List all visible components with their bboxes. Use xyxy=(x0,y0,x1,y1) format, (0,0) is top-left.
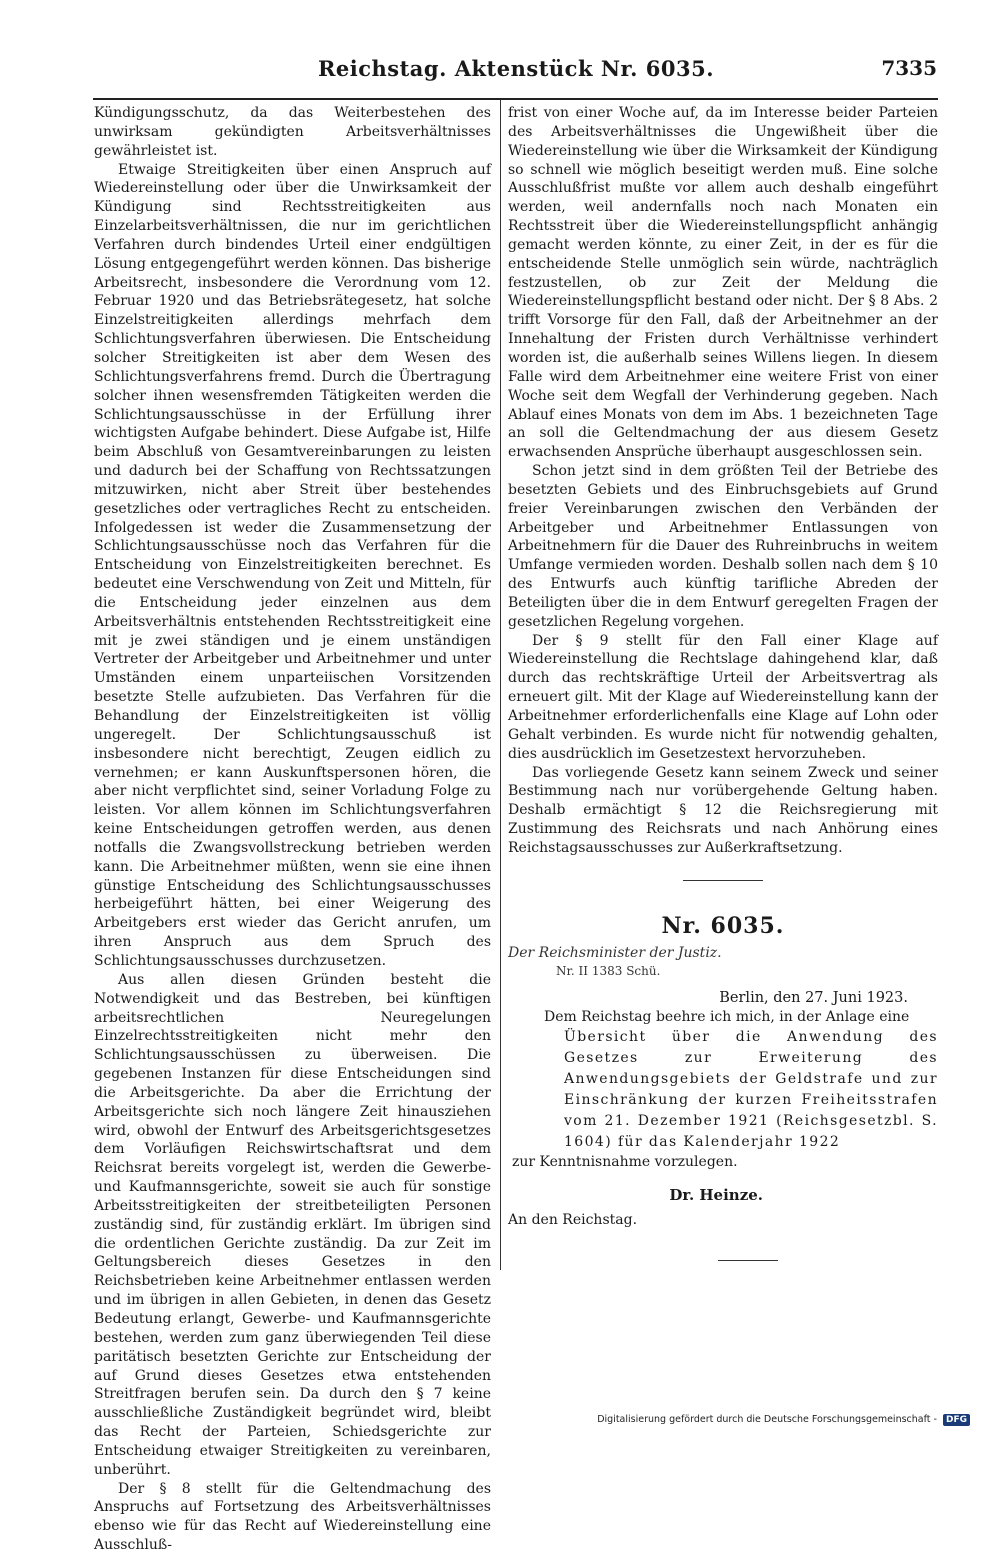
left-column xyxy=(94,104,491,1555)
page-title: Reichstag. Aktenstück Nr. 6035. xyxy=(317,56,715,81)
document-sender: Der Reichsminister der Justiz. xyxy=(508,944,722,961)
paragraph: Das vorliegende Gesetz kann seinem Zweck und seiner Bestimmung nach nur vorübergehende Geltung haben. Deshalb ermächtigt § 12 die Reichsregierung mit Zustimmung des Reichsrats und nach Anhörung eines Reichstagsausschusses zur Außerkraftsetzung. xyxy=(508,764,938,856)
document-reference: Nr. II 1383 Schü. xyxy=(556,964,661,979)
right-column xyxy=(508,104,938,1261)
dfg-logo-icon: DFG xyxy=(943,1414,970,1426)
column-divider xyxy=(500,100,501,1270)
place-date: Berlin, den 27. Juni 1923. xyxy=(719,990,908,1007)
paragraph: Etwaige Streitigkeiten über einen Anspruch auf Wiedereinstellung oder über die Unwirksamkeit der Kündigung sind Rechtsstreitigkeiten aus Einzelarbeitsverhältnissen, die nur im gerichtlichen Verfahren durch bindendes Urteil einer endgültigen Lösung entgegengeführt werden können. Das bisherige Arbeitsrecht, insbesondere die Verordnung vom 12. Februar 1920 und das Betriebsrätegesetz, hat solche Einzelstreitigkeiten allerdings mehrfach dem Schlichtungsverfahren überwiesen. Die Entscheidung solcher Streitigkeiten ist aber dem Wesen des Schlichtungsverfahrens fremd. Durch die Übertragung solcher ihnen wesensfremden Tätigkeiten werden die Schlichtungsausschüsse in der Erfüllung ihrer wichtigsten Aufgabe behindert. Diese Aufgabe ist, Hilfe beim Abschluß von Gesamtvereinbarungen zu leisten und dadurch bei der Schaffung von Rechtssatzungen mitzuwirken, nicht aber Streit über bestehendes gesetzliches oder vertragliches Recht zu entscheiden. Infolgedessen ist weder die Zusammensetzung der Schlichtungsausschüsse noch das Verfahren für die Entscheidung von Einzelstreitigkeiten berechnet. Es bedeutet eine Verschwendung von Zeit und Mitteln, für die Entscheidung jeder einzelnen aus dem Arbeitsverhältnis entstehenden Rechtsstreitigkeit eine mit je zwei ständigen und je einem unständigen Vertreter der Arbeitgeber und Arbeitnehmer und unter Umständen einem unparteiischen Vorsitzenden besetzte Stelle aufzubieten. Das Verfahren für die Behandlung der Einzelstreitigkeiten ist völlig ungeregelt. Der Schlichtungsausschuß ist insbesondere nicht berechtigt, Zeugen eidlich zu vernehmen; er kann Auskunftspersonen hören, die aber nicht verpflichtet sind, seiner Vorladung Folge zu leisten. Vor allem können im Schlichtungsverfahren keine Entscheidungen getroffen werden, aus denen notfalls die Zwangsvollstreckung betrieben werden kann. Die Arbeitnehmer müßten, wenn sie eine ihnen günstige Entscheidung des Schlichtungsausschusses herbeigeführt hätten, bei einer Weigerung des Arbeitgebers erst wieder das Gericht anrufen, um ihren Anspruch aus dem Spruch des Schlichtungsausschusses durchzusetzen. xyxy=(94,161,491,969)
paragraph: frist von einer Woche auf, da im Interesse beider Parteien des Arbeitsverhältnisses die Ungewißheit über die Wiedereinstellung wie über die Wirksamkeit der Kündigung so schnell wie möglich beseitigt werden muß. Eine solche Ausschlußfrist mußte vor allem auch deshalb eingeführt werden, weil andernfalls noch nach Monaten ein Rechtsstreit über die Wiedereinstellungspflicht anhängig gemacht werden könnte, zu einer Zeit, in der es für die entscheidende Stelle unmöglich sein würde, nachträglich festzustellen, ob zur Zeit der Meldung die Wiedereinstellungspflicht bestand oder nicht. Der § 8 Abs. 2 trifft Vorsorge für den Fall, daß der Arbeitnehmer an der Innehaltung der Fristen durch Verhältnisse verhindert worden ist, die außerhalb seines Willens liegen. In diesem Falle wird dem Arbeitnehmer eine weitere Frist von einer Woche seit dem Wegfall der Verhinderung gegeben. Nach Ablauf eines Monats von dem im Abs. 1 bezeichneten Tage an soll die Geltendmachung der aus diesem Gesetz erwachsenden Ansprüche überhaupt ausgeschlossen sein. xyxy=(508,105,938,461)
paragraph: Aus allen diesen Gründen besteht die Notwendigkeit und das Bestreben, bei künftigen arbeitsrechtlichen Neuregelungen Einzelrechtsstreitigkeiten nicht mehr den Schlichtungsausschüssen zu überweisen. Die gegebenen Instanzen für diese Entscheidungen sind die Arbeitsgerichte. Da aber die Errichtung der Arbeitsgerichte sich noch längere Zeit hinausziehen wird, obwohl der Entwurf des Arbeitsgerichtsgesetzes dem Vorläufigen Reichswirtschaftsrat und dem Reichsrat bereits vorgelegt ist, werden die Gewerbe- und Kaufmannsgerichte, soweit sie auch für sonstige Arbeitsstreitigkeiten der streitbeteiligten Personen zuständig sind, für zuständig erklärt. Im übrigen sind die ordentlichen Gerichte zuständig. Da zur Zeit im Geltungsbereich dieses Gesetzes in den Reichsbetrieben keine Arbeitnehmer entlassen werden und im übrigen in allen Gebieten, in denen das Gesetz Bedeutung erlangt, Gewerbe- und Kaufmannsgerichte bestehen, werden zum ganz überwiegenden Teil diese paritätisch besetzten Gerichte zur Entscheidung der auf Grund dieses Gesetzes etwa entstehenden Streitfragen berufen sein. Da durch den § 7 keine ausschließliche Zuständigkeit begründet wird, bleibt das Recht der Parteien, Schiedsgerichte zur Entscheidung etwaiger Streitigkeiten zu vereinbaren, unberührt. xyxy=(94,971,491,1478)
page-header xyxy=(95,56,937,86)
letter-subject: Übersicht über die Anwendung des Gesetzes zur Erweiterung des Anwendungsgebiets der Geldstrafe und zur Einschränkung der kurzen Freiheitsstrafen vom 21. Dezember 1921 (Reichsgesetzbl. S. 1604) für das Kalenderjahr 1922 xyxy=(564,1028,938,1150)
recipient: An den Reichstag. xyxy=(508,1211,638,1228)
header-divider xyxy=(93,98,938,100)
page-number: 7335 xyxy=(881,56,937,80)
paragraph: Kündigungsschutz, da das Weiterbestehen des unwirksam gekündigten Arbeitsverhältnisses gewährleistet ist. xyxy=(94,105,491,159)
closing-separator xyxy=(718,1260,778,1261)
right-column-text xyxy=(508,104,938,858)
footer-text: Digitalisierung gefördert durch die Deutsche Forschungsgemeinschaft - xyxy=(597,1414,937,1425)
document-number: Nr. 6035. xyxy=(661,912,785,939)
digitization-footer xyxy=(597,1414,970,1426)
section-separator xyxy=(683,880,763,881)
letter-closing: zur Kenntnisnahme vorzulegen. xyxy=(512,1153,738,1170)
paragraph: Der § 8 stellt für die Geltendmachung des Anspruchs auf Fortsetzung des Arbeitsverhältnisses ebenso wie für das Recht auf Wiedereinstellung eine Ausschluß- xyxy=(94,1480,491,1554)
signature: Dr. Heinze. xyxy=(669,1185,763,1204)
paragraph: Der § 9 stellt für den Fall einer Klage auf Wiedereinstellung die Rechtslage dahingehend klar, daß durch das rechtskräftige Urteil der Arbeitsvertrag als erneuert gilt. Mit der Klage auf Wiedereinstellung kann der Arbeitnehmer erforderlichenfalls eine Klage auf Lohn oder Gehalt verbinden. Es wurde nicht für notwendig gehalten, dies ausdrücklich im Gesetzestext hervorzuheben. xyxy=(508,632,938,762)
paragraph: Schon jetzt sind in dem größten Teil der Betriebe des besetzten Gebiets und des Einbruchsgebiets auf Grund freier Vereinbarungen zwischen den Verbänden der Arbeitgeber und Arbeitnehmer Entlassungen von Arbeitnehmern für die Dauer des Ruhreinbruchs in weitem Umfange vermieden worden. Deshalb sollen nach dem § 10 des Entwurfs auch künftig tarifliche Abreden der Beteiligten über die in dem Entwurf geregelten Fragen der gesetzlichen Regelung vorgehen. xyxy=(508,463,938,630)
letter-intro: Dem Reichstag beehre ich mich, in der Anlage eine xyxy=(544,1009,910,1026)
